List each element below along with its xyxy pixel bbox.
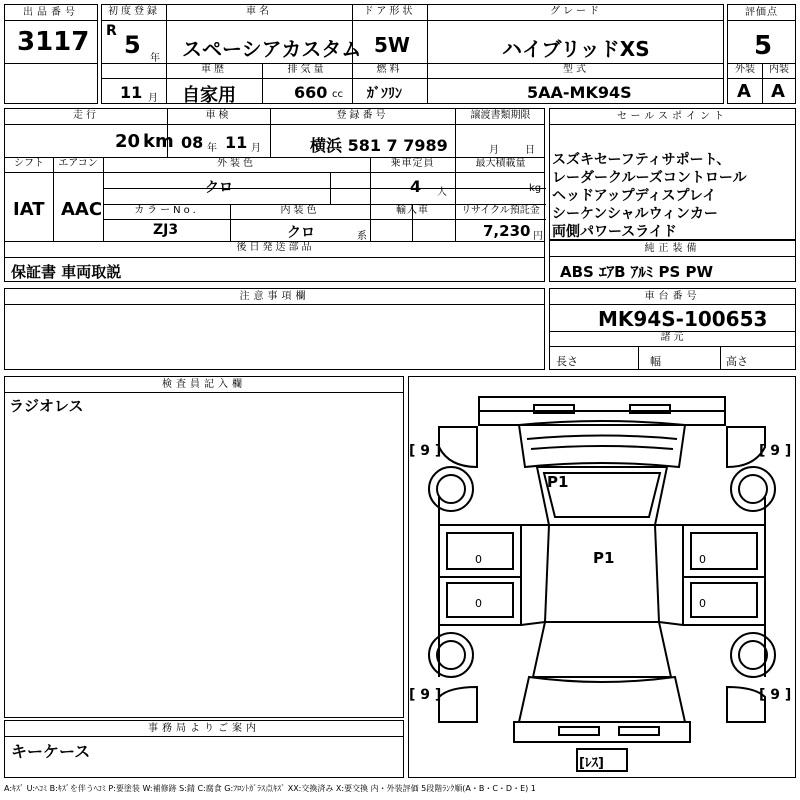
lot-number-label: 出品番号 — [5, 5, 97, 21]
spare-tire-mark: [ﾚｽ] — [579, 756, 604, 771]
rear-left-wheel — [429, 633, 473, 677]
front-right-wheel — [731, 467, 775, 511]
recycle-unit: 円 — [533, 231, 543, 242]
mileage-value: 20 — [115, 131, 141, 152]
history-label: 車歴 — [201, 64, 227, 75]
rear-right-wheel — [731, 633, 775, 677]
ext-color-label: 外装色 — [217, 158, 256, 169]
width-label: 幅 — [650, 355, 661, 368]
color-no-label: カラーNo. — [134, 205, 199, 216]
import-label: 輸入車 — [396, 205, 429, 216]
car-name-label: 車名 — [246, 6, 272, 17]
history-value: 自家用 — [182, 85, 236, 106]
tire-mark-rr: [ 9 ] — [759, 687, 792, 703]
office-label: 事務局よりご案内 — [5, 721, 403, 737]
roof-outline — [545, 525, 659, 622]
transfer-day-unit: 日 — [525, 145, 535, 156]
first-reg-year: 5 — [124, 31, 141, 59]
exterior-label: 外装 — [735, 64, 755, 75]
score-label: 評価点 — [728, 5, 795, 21]
registration-value: 横浜 581 7 7989 — [310, 136, 448, 155]
front-left-wheel — [429, 467, 473, 511]
month-unit: 月 — [148, 93, 158, 104]
inspector-label: 検査員記入欄 — [5, 377, 403, 393]
aircon-label: エアコン — [58, 158, 98, 169]
model-label: 型式 — [563, 64, 589, 75]
genuine-equipment-label: 純正装備 — [550, 241, 795, 257]
capacity-unit: 人 — [437, 187, 447, 198]
damage-mark-roof: P1 — [593, 549, 615, 567]
inspection-month: 11 — [225, 133, 248, 152]
max-load-unit: kg — [529, 183, 542, 194]
int-color-label: 内装色 — [280, 205, 320, 216]
transfer-month-unit: 月 — [489, 145, 499, 156]
int-color-value: クロ — [287, 225, 315, 241]
left-front-fender — [439, 427, 477, 467]
office-box — [4, 720, 404, 778]
panel-zero-1: 0 — [475, 553, 482, 566]
vehicle-info-box — [101, 4, 724, 104]
later-parts-value: 保証書 車両取説 — [11, 263, 122, 281]
height-label: 高さ — [726, 355, 748, 368]
sales-point-1: スズキセーフティサポート、 — [552, 152, 731, 168]
displacement-label: 排気量 — [287, 64, 327, 75]
grade-label: グレード — [550, 6, 602, 17]
interior-value: A — [771, 81, 785, 102]
era-value: R — [106, 23, 117, 39]
detail-box — [4, 108, 545, 282]
year-unit: 年 — [150, 53, 160, 64]
door-label: ドア形状 — [363, 6, 416, 17]
capacity-value: 4 — [410, 177, 422, 196]
registration-label: 登録番号 — [336, 110, 389, 121]
legend-text: A:ｷｽﾞ U:ﾍｺﾐ B:ｷｽﾞを伴うﾍｺﾐ P:要塗装 W:補修跡 S:錆 C:腐食 G:ﾌﾛﾝﾄｶﾞﾗｽ点ｷｽﾞ XX:交換済み X:要交換 内・外装評価 5段階ﾗﾝｸ順(A・B・C・D・E) 1 — [4, 784, 536, 793]
tire-mark-fr: [ 9 ] — [759, 443, 792, 459]
hood-outline — [519, 421, 685, 467]
color-no-value: ZJ3 — [153, 222, 179, 238]
recycle-label: リサイクル預託金 — [461, 205, 540, 216]
inspector-value: ラジオレス — [9, 397, 84, 415]
grade-value: ハイブリッドXS — [502, 37, 650, 61]
genuine-equipment-box — [549, 240, 796, 282]
recycle-value: 7,230 — [483, 222, 531, 240]
chassis-box — [549, 288, 796, 370]
chassis-value: MK94S-100653 — [598, 307, 768, 331]
tire-mark-fl: [ 9 ] — [409, 443, 442, 459]
later-parts-label: 後日発送部品 — [236, 242, 315, 253]
sales-point-2: レーダークルーズコントロール — [552, 170, 747, 186]
rear-gate-outline — [519, 677, 685, 722]
first-reg-month: 11 — [120, 83, 143, 102]
int-color-suffix: 系 — [357, 231, 367, 242]
sales-point-5: 両側パワースライド — [552, 224, 677, 240]
car-diagram-box — [408, 376, 796, 778]
panel-zero-2: 0 — [475, 597, 482, 610]
transfer-label: 譲渡書類期限 — [470, 110, 531, 121]
score-value: 5 — [754, 31, 773, 61]
fuel-label: 燃料 — [376, 64, 403, 75]
inspection-label: 車検 — [205, 110, 232, 121]
aircon-value: AAC — [61, 199, 103, 220]
interior-label: 内装 — [769, 64, 789, 75]
inspection-year-unit: 年 — [207, 143, 217, 154]
car-name-value: スペーシアカスタム — [182, 37, 362, 61]
specs-label: 諸元 — [660, 332, 687, 343]
office-value: キーケース — [11, 742, 91, 761]
door-value: 5W — [374, 33, 410, 57]
mileage-unit: km — [143, 131, 174, 152]
sales-point-4: シーケンシャルウィンカー — [552, 206, 718, 222]
lot-number-value: 3117 — [17, 27, 90, 57]
inspection-month-unit: 月 — [251, 143, 261, 154]
inspection-year: 08 — [181, 133, 204, 152]
rear-glass-outline — [533, 622, 671, 677]
sales-points-label: セールスポイント — [550, 109, 795, 125]
panel-zero-3: 0 — [699, 553, 706, 566]
max-load-label: 最大積載量 — [475, 158, 526, 169]
lot-number-box — [4, 4, 98, 104]
damage-mark-windshield: P1 — [547, 473, 569, 491]
shift-value: IAT — [13, 199, 45, 220]
notes-label: 注意事項欄 — [5, 289, 544, 305]
shift-label: シフト — [14, 158, 44, 169]
tire-mark-rl: [ 9 ] — [409, 687, 442, 703]
car-diagram — [409, 377, 795, 777]
sales-point-3: ヘッドアップディスプレイ — [552, 188, 717, 204]
sales-points-box — [549, 108, 796, 240]
displacement-unit: cc — [332, 89, 343, 100]
chassis-label: 車台番号 — [550, 289, 795, 305]
first-reg-label: 初度登録 — [108, 6, 160, 17]
genuine-equipment-value: ABS ｴｱB ｱﾙﾐ PS PW — [560, 263, 714, 281]
length-label: 長さ — [556, 355, 578, 368]
fuel-value: ｶﾞｿﾘﾝ — [367, 86, 402, 102]
displacement-value: 660 — [294, 83, 328, 102]
panel-zero-4: 0 — [699, 597, 706, 610]
score-box — [727, 4, 796, 104]
notes-box — [4, 288, 545, 370]
capacity-label: 乗車定員 — [390, 158, 435, 169]
inspector-box — [4, 376, 404, 718]
ext-color-value: クロ — [205, 180, 233, 196]
mileage-label: 走行 — [73, 110, 99, 121]
model-value: 5AA-MK94S — [527, 83, 632, 102]
exterior-value: A — [737, 81, 751, 102]
